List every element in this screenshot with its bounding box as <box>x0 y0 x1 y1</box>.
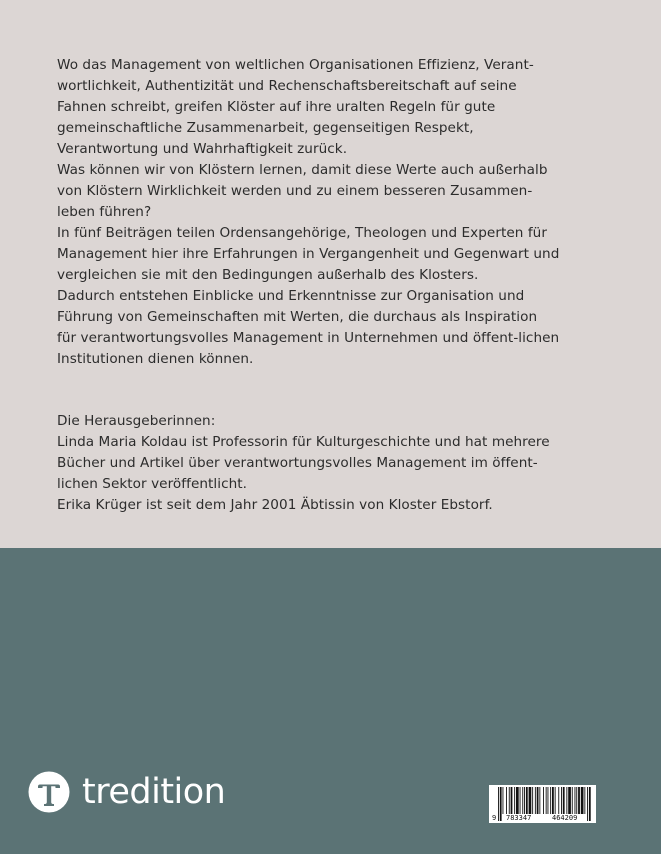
publisher-logo <box>28 770 225 814</box>
blurb-line: gemeinschaftliche Zusammenarbeit, gegenseitigen Respekt, <box>57 120 474 136</box>
editors-heading: Die Herausgeberinnen: <box>57 413 216 429</box>
barcode-bar <box>572 787 573 814</box>
barcode-bar <box>503 787 504 814</box>
barcode-bar <box>524 787 525 814</box>
blurb-line: Verantwortung und Wahrhaftigkeit zurück. <box>57 141 348 157</box>
barcode-right-group: 464209 <box>552 814 578 822</box>
book-blurb <box>57 55 602 370</box>
barcode-bar <box>584 787 585 814</box>
barcode-bar <box>589 787 591 821</box>
editors-line: Erika Krüger ist seit dem Jahr 2001 Äbtissin von Kloster Ebstorf. <box>57 497 493 513</box>
barcode-bar <box>587 787 588 821</box>
barcode-bar <box>552 787 554 814</box>
barcode-bar <box>537 787 539 814</box>
barcode-bar <box>578 787 580 814</box>
barcode-bar <box>550 787 551 814</box>
barcode-bar <box>498 787 499 821</box>
isbn-barcode <box>489 785 596 823</box>
barcode-bar <box>535 787 536 814</box>
blurb-line: Was können wir von Klöstern lernen, damit diese Werte auch außerhalb <box>57 162 548 178</box>
blurb-line: Führung von Gemeinschaften mit Werten, die durchaus als Inspiration <box>57 309 538 325</box>
barcode-left-group: 783347 <box>506 814 532 822</box>
blurb-line: Fahnen schreibt, greifen Klöster auf ihre uralten Regeln für gute <box>57 99 496 115</box>
barcode-bar <box>576 787 577 814</box>
blurb-line: vergleichen sie mit den Bedingungen außerhalb des Klosters. <box>57 267 479 283</box>
barcode-bar <box>522 787 523 814</box>
barcode-bar <box>526 787 528 814</box>
editors-line: lichen Sektor veröffentlicht. <box>57 476 248 492</box>
barcode-bar <box>514 787 515 814</box>
barcode-bar <box>511 787 513 814</box>
barcode-bar <box>539 787 540 814</box>
blurb-line: Dadurch entstehen Einblicke und Erkenntnisse zur Organisation und <box>57 288 525 304</box>
barcode-bar <box>529 787 532 814</box>
blurb-line: Wo das Management von weltlichen Organisationen Effizienz, Verant- <box>57 57 534 73</box>
editors-line: Linda Maria Koldau ist Professorin für Kulturgeschichte und hat mehrere <box>57 434 550 450</box>
barcode-bar <box>568 787 571 814</box>
publisher-name: tredition <box>82 772 226 812</box>
barcode-bar <box>546 787 547 814</box>
blurb-line: Management hier ihre Erfahrungen in Vergangenheit und Gegenwart und <box>57 246 560 262</box>
barcode-bar <box>563 787 565 814</box>
barcode-bar <box>575 787 576 814</box>
blurb-line: für verantwortungsvolles Management in Unternehmen und öffent-lichen <box>57 330 560 346</box>
barcode-bar <box>520 787 521 814</box>
barcode-first-digit: 9 <box>492 814 497 822</box>
editors-line: Bücher und Artikel über verantwortungsvolles Management im öffent- <box>57 455 538 471</box>
blurb-line: Institutionen dienen können. <box>57 351 254 367</box>
blurb-line: In fünf Beiträgen teilen Ordensangehörige, Theologen und Experten für <box>57 225 547 241</box>
barcode-bar <box>555 787 556 814</box>
barcode-bar <box>500 787 502 821</box>
barcode-bar <box>548 787 549 814</box>
barcode-bar <box>566 787 567 814</box>
editors-section <box>57 411 602 516</box>
blurb-line: leben führen? <box>57 204 152 220</box>
blurb-line: wortlichkeit, Authentizität und Rechenschaftsbereitschaft auf seine <box>57 78 517 94</box>
barcode-bar <box>532 787 533 814</box>
blurb-line: von Klöstern Wirklichkeit werden und zu einem besseren Zusammen- <box>57 183 533 199</box>
barcode-bar <box>581 787 584 814</box>
barcode-bar <box>509 787 510 814</box>
barcode-bar <box>516 787 519 814</box>
tredition-logo-icon <box>28 771 70 813</box>
barcode-bar <box>543 787 544 814</box>
barcode-bar <box>506 787 507 814</box>
